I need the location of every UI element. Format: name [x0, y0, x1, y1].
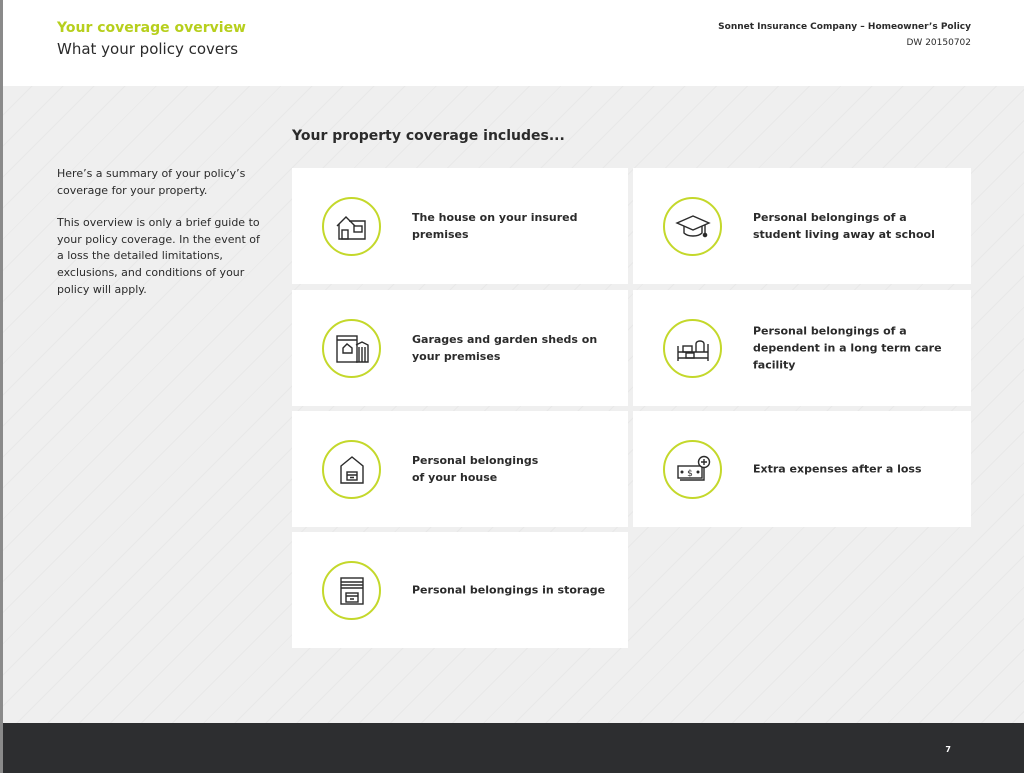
graduation-cap-icon	[675, 212, 711, 242]
summary-disclaimer: This overview is only a brief guide to your policy coverage. In the event of a loss the detailed limitations, exclusions, and conditions of your policy will apply.	[57, 216, 260, 296]
coverage-heading: Your property coverage includes...	[292, 128, 565, 144]
coverage-card-garage	[292, 290, 628, 406]
house-box-icon	[337, 454, 367, 486]
coverage-label: Personal belongings of a dependent in a long term care facility	[753, 324, 942, 372]
coverage-label: Personal belongings of a student living away at school	[753, 211, 935, 241]
svg-text:$: $	[686, 468, 693, 479]
page-header	[0, 0, 1024, 86]
summary-note	[57, 166, 267, 314]
coverage-label: Garages and garden sheds on your premises	[412, 333, 598, 363]
coverage-label: Personal belongings of your house	[412, 454, 539, 484]
house-icon	[334, 212, 370, 242]
icon-ring	[663, 319, 722, 378]
coverage-label: The house on your insured premises	[412, 211, 578, 241]
coverage-card-house	[292, 168, 628, 284]
icon-ring	[322, 561, 381, 620]
page-edge	[0, 0, 3, 773]
page-title: What your policy covers	[57, 40, 239, 58]
policy-company: Sonnet Insurance Company – Homeowner’s Policy	[718, 22, 971, 32]
coverage-label: Extra expenses after a loss	[753, 462, 922, 476]
coverage-card-care	[633, 290, 971, 406]
storage-unit-icon	[337, 575, 367, 607]
garage-shed-icon	[334, 333, 370, 365]
icon-ring	[322, 197, 381, 256]
coverage-card-belongings	[292, 411, 628, 527]
icon-ring	[322, 319, 381, 378]
content-area	[0, 86, 1024, 723]
coverage-label: Personal belongings in storage	[412, 583, 606, 597]
money-plus-icon	[674, 454, 712, 486]
coverage-card-storage	[292, 532, 628, 648]
icon-ring	[663, 440, 722, 499]
page-number: 7	[945, 745, 951, 754]
document-code: DW 20150702	[906, 38, 971, 48]
icon-ring	[322, 440, 381, 499]
coverage-card-expenses	[633, 411, 971, 527]
care-bed-icon	[674, 334, 712, 364]
page-footer	[0, 723, 1024, 773]
icon-ring	[663, 197, 722, 256]
summary-intro: Here’s a summary of your policy’s coverage for your property.	[57, 167, 246, 197]
section-kicker: Your coverage overview	[57, 20, 246, 36]
coverage-card-student	[633, 168, 971, 284]
